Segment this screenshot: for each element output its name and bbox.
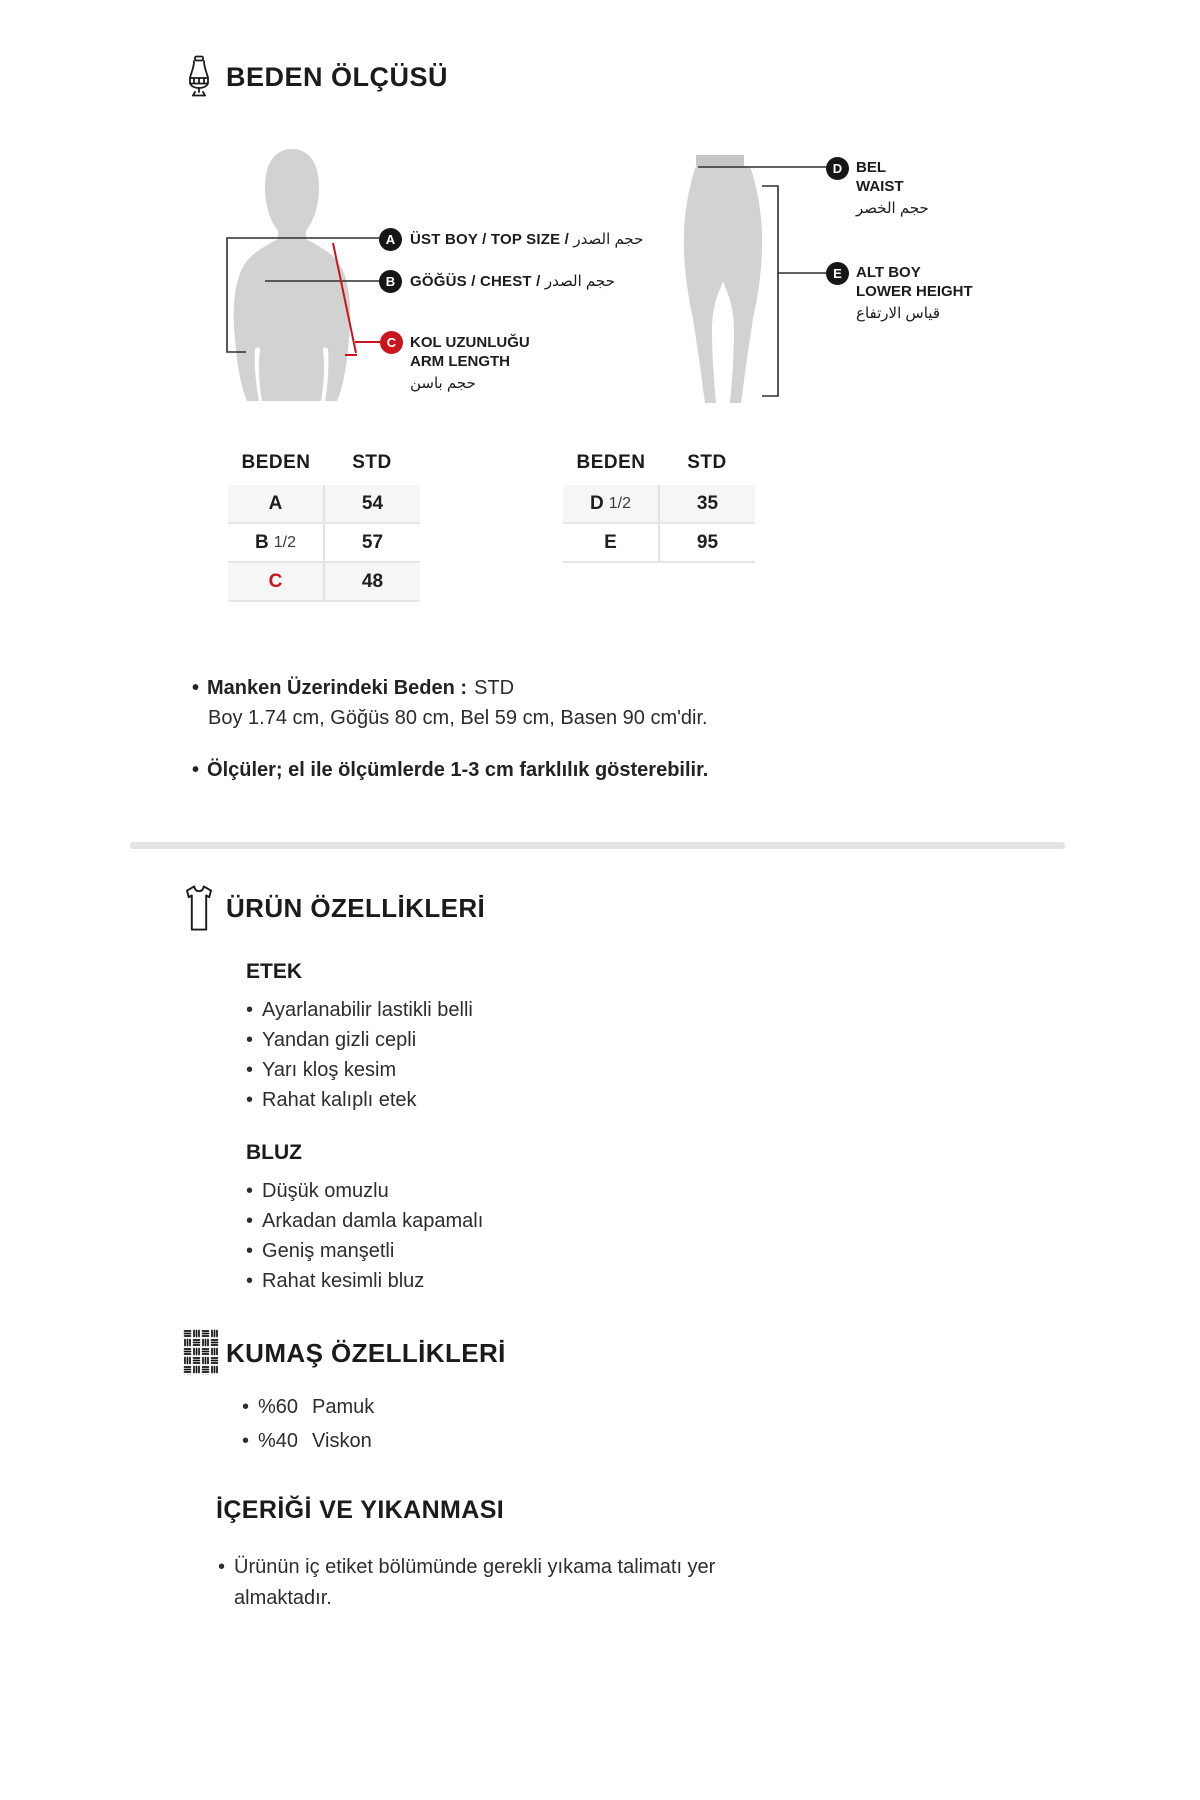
table-row: A 54	[228, 485, 420, 524]
list-item: • %40 Viskon	[242, 1430, 372, 1452]
list-item: • Yarı kloş kesim	[246, 1059, 397, 1081]
list-item: • Yandan gizli cepli	[246, 1029, 417, 1051]
group-title-etek: ETEK	[246, 960, 303, 983]
list-item: • Düşük omuzlu	[246, 1180, 389, 1202]
note-mannequin-measures: Boy 1.74 cm, Göğüs 80 cm, Bel 59 cm, Basen 90 cm'dir.	[208, 707, 708, 729]
bluz-feature-list	[246, 1176, 483, 1296]
measure-badge-e: E	[826, 262, 849, 285]
col-header-beden: BEDEN	[576, 452, 646, 473]
size-table-bottom	[563, 452, 755, 563]
measure-badge-d: D	[826, 157, 849, 180]
group-title-bluz: BLUZ	[246, 1141, 302, 1164]
size-table-top	[228, 452, 420, 602]
measure-label-e: ALT BOY LOWER HEIGHT قياس الارتفاع	[856, 264, 973, 322]
care-note: • Ürünün iç etiket bölümünde gerekli yıkama talimatı yer almaktadır.	[218, 1556, 716, 1609]
list-item: • Geniş manşetli	[246, 1240, 395, 1262]
section-title-care: İÇERİĞİ VE YIKANMASI	[216, 1496, 505, 1524]
measure-lines	[0, 0, 1200, 440]
table-row: D 1/2 35	[563, 485, 755, 524]
note-tolerance: • Ölçüler; el ile ölçümlerde 1-3 cm farklılık gösterebilir.	[192, 759, 709, 781]
table-row: C 48	[228, 563, 420, 602]
measure-badge-c: C	[380, 331, 403, 354]
table-row: E 95	[563, 524, 755, 563]
tshirt-icon	[183, 884, 215, 932]
etek-feature-list	[246, 995, 473, 1115]
table-row: B 1/2 57	[228, 524, 420, 563]
list-item: • Rahat kalıplı etek	[246, 1089, 417, 1111]
fabric-list	[242, 1390, 374, 1458]
note-mannequin: • Manken Üzerindeki Beden : STD	[192, 677, 515, 699]
measure-label-b: GÖĞÜS / CHEST / حجم الصدر	[410, 273, 615, 290]
section-title-features: ÜRÜN ÖZELLİKLERİ	[226, 893, 486, 923]
col-header-std: STD	[687, 452, 727, 473]
measure-badge-a: A	[379, 228, 402, 251]
measure-label-a: ÜST BOY / TOP SIZE / حجم الصدر	[410, 231, 644, 248]
list-item: • Arkadan damla kapamalı	[246, 1210, 484, 1232]
fabric-weave-icon	[183, 1329, 219, 1375]
page-title: BEDEN ÖLÇÜSÜ	[226, 62, 449, 92]
col-header-std: STD	[352, 452, 392, 473]
list-item: • %60 Pamuk	[242, 1396, 375, 1418]
list-item: • Ayarlanabilir lastikli belli	[246, 999, 473, 1021]
col-header-beden: BEDEN	[241, 452, 311, 473]
list-item: • Rahat kesimli bluz	[246, 1270, 425, 1292]
measure-label-d: BEL WAIST حجم الخصر	[856, 159, 929, 217]
section-title-fabric: KUMAŞ ÖZELLİKLERİ	[226, 1338, 506, 1368]
measure-badge-b: B	[379, 270, 402, 293]
measure-label-c: KOL UZUNLUĞU ARM LENGTH حجم باسن	[410, 334, 530, 392]
section-divider	[130, 842, 1065, 849]
